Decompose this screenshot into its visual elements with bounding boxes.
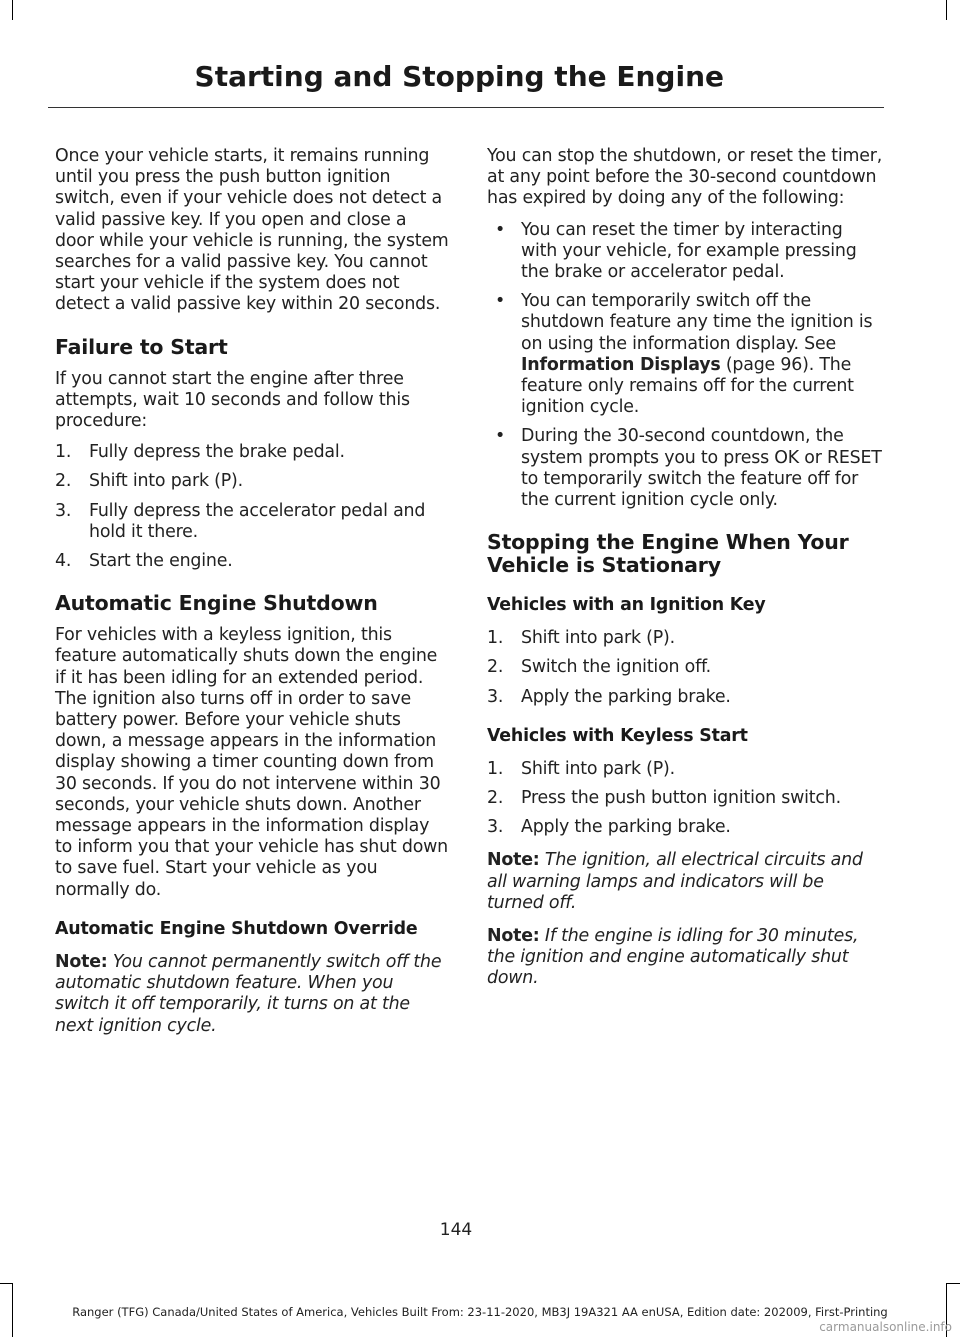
right-intro-paragraph: You can stop the shutdown, or reset the timer, at any point before the 30-second countdown has expired by doing any of the following:: [487, 146, 883, 209]
crop-mark-bottom-right-h: [946, 1283, 960, 1284]
list-item: [487, 426, 883, 511]
bullet-icon: •: [495, 219, 506, 240]
ignition-key-heading: Vehicles with an Ignition Key: [487, 595, 766, 616]
list-item: [487, 788, 883, 809]
list-item: [487, 759, 883, 780]
ignition-off-note: [487, 850, 883, 914]
step-text: Press the push button ignition switch.: [521, 788, 841, 809]
list-item: [487, 291, 883, 418]
keyless-steps-list: [487, 759, 883, 839]
failure-steps-list: [55, 442, 450, 572]
step-number: 3.: [487, 686, 504, 707]
crop-mark-bottom-left-h: [0, 1283, 13, 1284]
step-text: Fully depress the accelerator pedal and hold it there.: [89, 500, 426, 542]
override-note: [55, 952, 450, 1037]
crop-mark-top-right: [946, 0, 947, 20]
step-number: 2.: [55, 471, 72, 492]
step-number: 3.: [487, 817, 504, 838]
page-title: Starting and Stopping the Engine: [194, 60, 724, 93]
shutdown-override-heading: Automatic Engine Shutdown Override: [55, 918, 418, 939]
note-label: Note:: [487, 926, 540, 947]
override-options-list: [487, 220, 883, 512]
step-number: 1.: [55, 442, 72, 463]
automatic-shutdown-heading: Automatic Engine Shutdown: [55, 591, 378, 616]
bullet-icon: •: [495, 426, 506, 447]
ignition-key-steps-list: [487, 628, 883, 708]
step-text: Start the engine.: [89, 551, 233, 572]
note-label: Note:: [55, 951, 108, 972]
information-displays-link[interactable]: Information Displays: [521, 354, 721, 375]
step-text: Shift into park (P).: [521, 628, 675, 649]
list-item: [55, 471, 450, 492]
idle-shutdown-note: [487, 926, 883, 990]
step-text: Switch the ignition off.: [521, 657, 712, 678]
failure-to-start-heading: Failure to Start: [55, 334, 228, 359]
list-item: [487, 657, 883, 678]
list-item: [487, 220, 883, 284]
header-divider: [48, 107, 884, 108]
list-item: [487, 817, 883, 838]
note-text: You cannot permanently switch off the automatic shutdown feature. When you switch it off temporarily, it turns on at the next ignition cycle.: [55, 951, 442, 1036]
keyless-start-heading: Vehicles with Keyless Start: [487, 725, 748, 746]
failure-to-start-paragraph: If you cannot start the engine after three attempts, wait 10 seconds and follow this procedure:: [55, 368, 410, 432]
list-item: [55, 442, 450, 463]
page-number: 144: [439, 1220, 473, 1240]
bullet-icon: •: [495, 291, 506, 312]
stationary-stop-heading: Stopping the Engine When Your Vehicle is Stationary: [487, 530, 849, 578]
left-intro-paragraph: Once your vehicle starts, it remains running until you press the push button ignition switch, even if your vehicle does not detect a valid passive key. If you open and close a door while your vehicle is running, the system searches for a valid passive key. You cannot start your vehicle if the system does not detect a valid passive key within 20 seconds.: [55, 146, 449, 315]
list-item: [55, 501, 450, 543]
bullet-text: The feature only remains off for the current ignition cycle.: [521, 354, 854, 418]
left-column: [55, 146, 450, 1047]
list-item: [487, 628, 883, 649]
note-label: Note:: [487, 850, 540, 871]
crop-mark-top-left: [12, 0, 13, 20]
footer-edition-info: Ranger (TFG) Canada/United States of America, Vehicles Built From: 23-11-2020, MB3J 19A321 AA enUSA, Edition date: 202009, First-Printing: [72, 1305, 888, 1319]
list-item: [55, 551, 450, 572]
right-column: [487, 146, 883, 1000]
bullet-text: You can reset the timer by interacting with your vehicle, for example pressing the brake or accelerator pedal.: [521, 219, 857, 283]
note-text: If the engine is idling for 30 minutes, the ignition and engine automatically shut down.: [487, 926, 859, 989]
step-text: Apply the parking brake.: [521, 817, 731, 838]
step-number: 1.: [487, 628, 504, 649]
step-number: 1.: [487, 758, 504, 779]
bullet-text: You can temporarily switch off the shutdown feature any time the ignition is on using the information display. See: [521, 291, 873, 354]
step-number: 3.: [55, 500, 72, 521]
step-number: 2.: [487, 657, 504, 678]
page-reference: (page 96).: [720, 354, 815, 375]
step-text: Shift into park (P).: [521, 758, 675, 779]
note-text: The ignition, all electrical circuits and all warning lamps and indicators will be turned off.: [487, 850, 863, 913]
watermark: carmanualsonline.info: [819, 1320, 952, 1334]
step-text: Fully depress the brake pedal.: [89, 442, 345, 463]
step-number: 2.: [487, 788, 504, 809]
step-text: Apply the parking brake.: [521, 686, 731, 707]
list-item: [487, 687, 883, 708]
step-number: 4.: [55, 551, 72, 572]
bullet-text: During the 30-second countdown, the system prompts you to press OK or RESET to temporarily switch the feature off for the current ignition cycle only.: [521, 426, 882, 511]
step-text: Shift into park (P).: [89, 471, 243, 492]
automatic-shutdown-paragraph: For vehicles with a keyless ignition, this feature automatically shuts down the engine if it has been idling for an extended period. The ignition also turns off in order to save battery power. Before your vehicle shuts down, a message appears in the information display showing a timer counting down from 30 seconds. If you do not intervene within 30 seconds, your vehicle shuts down. Another message appears in the information display to inform you that your vehicle has shut down to save fuel. Start your vehicle as you normally do.: [55, 625, 448, 900]
